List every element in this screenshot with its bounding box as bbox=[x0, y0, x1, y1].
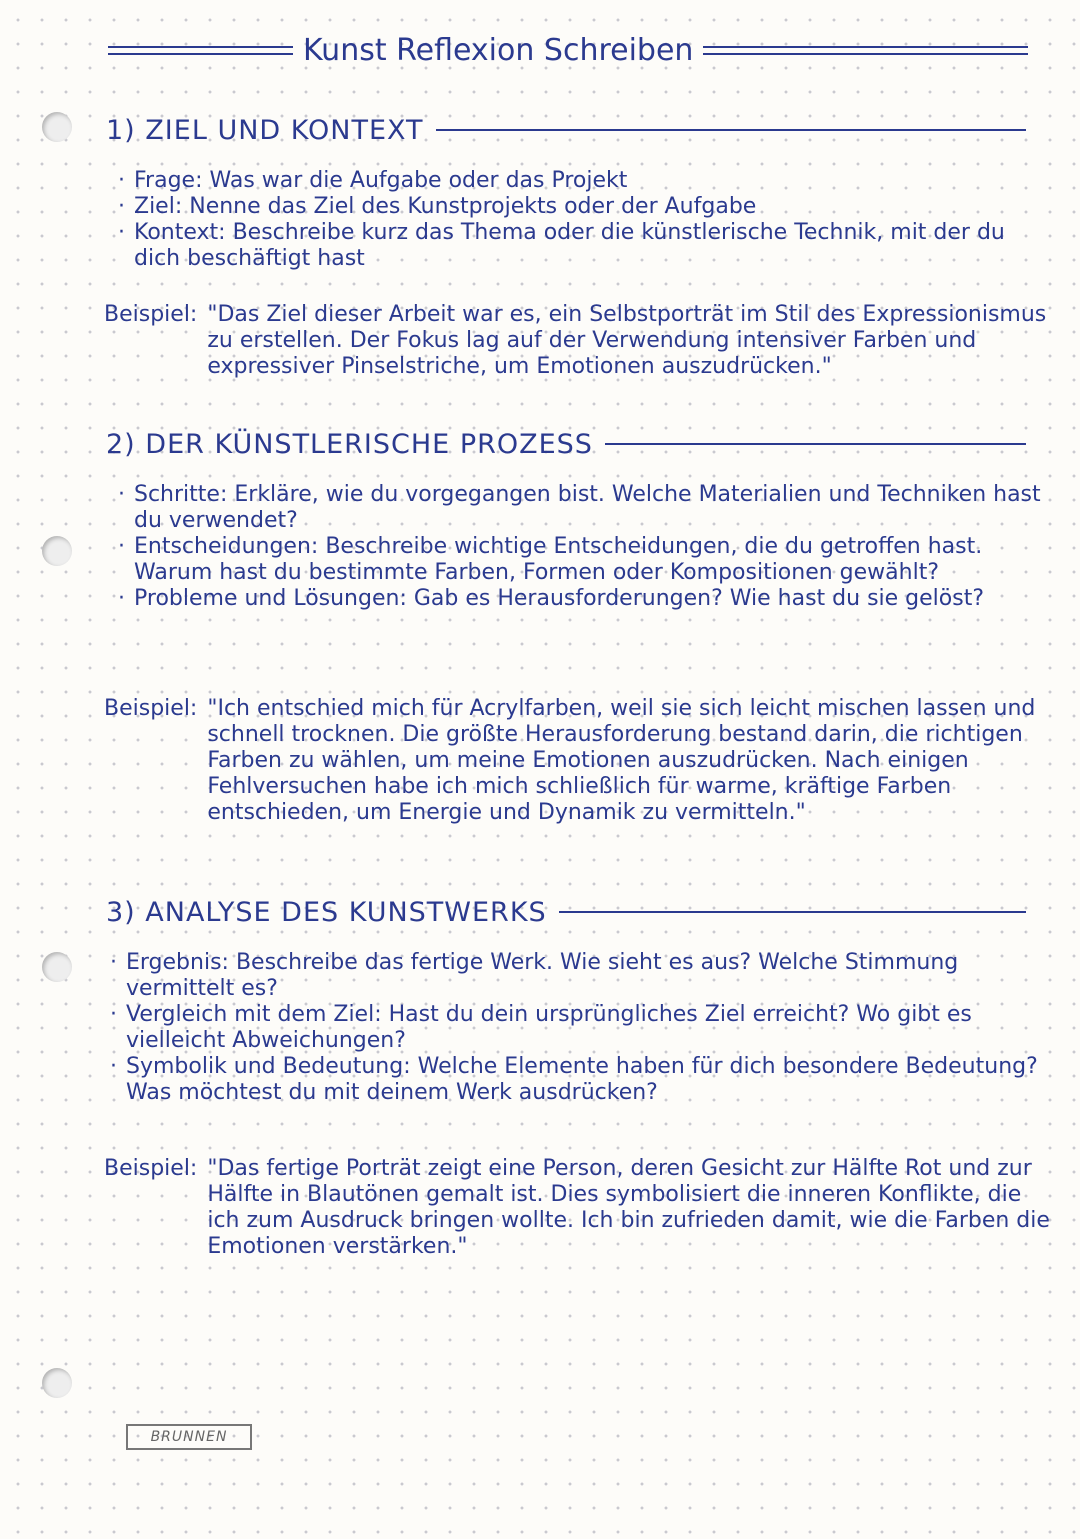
example-label: Beispiel: bbox=[104, 696, 198, 721]
punch-hole bbox=[42, 1368, 72, 1398]
example-label: Beispiel: bbox=[104, 302, 198, 327]
example-block bbox=[104, 302, 1054, 380]
example-block bbox=[104, 1156, 1054, 1260]
example-label: Beispiel: bbox=[104, 1156, 198, 1181]
example-text: "Das Ziel dieser Arbeit war es, ein Selbstporträt im Stil des Expressionismus zu erstellen. Der Fokus lag auf der Verwendung intensiver Farben und expressiver Pinselstriche, um Emotionen auszudrücken." bbox=[207, 302, 1047, 379]
punch-hole bbox=[42, 536, 72, 566]
list-item: · Schritte: Erkläre, wie du vorgegangen bist. Welche Materialien und Techniken hast du verwendet? bbox=[118, 482, 1041, 533]
list-item: · Ziel: Nenne das Ziel des Kunstprojekts oder der Aufgabe bbox=[118, 194, 757, 219]
list-item: · Ergebnis: Beschreibe das fertige Werk. Wie sieht es aus? Welche Stimmung vermittelt es? bbox=[110, 950, 959, 1001]
list-item: · Symbolik und Bedeutung: Welche Elemente haben für dich besondere Bedeutung? Was möchtest du mit deinem Werk ausdrücken? bbox=[110, 1054, 1038, 1105]
list-item: · Kontext: Beschreibe kurz das Thema oder die künstlerische Technik, mit der du dich beschäftigt hast bbox=[118, 220, 1005, 271]
list-item: · Vergleich mit dem Ziel: Hast du dein ursprüngliches Ziel erreicht? Wo gibt es vielleicht Abweichungen? bbox=[110, 1002, 972, 1053]
title-rule-right bbox=[703, 46, 1028, 55]
example-text: "Ich entschied mich für Acrylfarben, weil sie sich leicht mischen lassen und schnell trocknen. Die größte Herausforderung bestand darin, die richtigen Farben zu wählen, um meine Emotionen auszudrücken. Nach einigen Fehlversuchen habe ich mich schließlich für warme, kräftige Farben entschieden, um Energie und Dynamik zu vermitteln." bbox=[207, 696, 1036, 825]
bullet-list bbox=[118, 168, 1018, 272]
example-text: "Das fertige Porträt zeigt eine Person, deren Gesicht zur Hälfte Rot und zur Hälfte in Blautönen gemalt ist. Dies symbolisiert die inneren Konflikte, die ich zum Ausdruck bringen wollte. Ich bin zufrieden damit, wie die Farben die Emotionen verstärken." bbox=[207, 1156, 1050, 1259]
brand-logo: BRUNNEN bbox=[126, 1424, 252, 1450]
page-title-row bbox=[108, 28, 1028, 72]
list-item: · Probleme und Lösungen: Gab es Herausforderungen? Wie hast du sie gelöst? bbox=[118, 586, 985, 611]
list-item: · Entscheidungen: Beschreibe wichtige Entscheidungen, die du getroffen hast. Warum hast du bestimmte Farben, Formen oder Kompositionen gewählt? bbox=[118, 534, 983, 585]
list-item: · Frage: Was war die Aufgabe oder das Projekt bbox=[118, 168, 628, 193]
page-title: Kunst Reflexion Schreiben bbox=[303, 32, 694, 68]
section-heading: 2) DER KÜNSTLERISCHE PROZESS bbox=[106, 424, 1026, 464]
punch-hole bbox=[42, 952, 72, 982]
title-rule-left bbox=[108, 46, 293, 55]
bullet-list bbox=[118, 482, 1048, 612]
bullet-list bbox=[110, 950, 1050, 1106]
section-heading: 1) ZIEL UND KONTEXT bbox=[106, 110, 1026, 150]
punch-hole bbox=[42, 112, 72, 142]
example-block bbox=[104, 696, 1054, 826]
section-heading: 3) ANALYSE DES KUNSTWERKS bbox=[106, 892, 1026, 932]
